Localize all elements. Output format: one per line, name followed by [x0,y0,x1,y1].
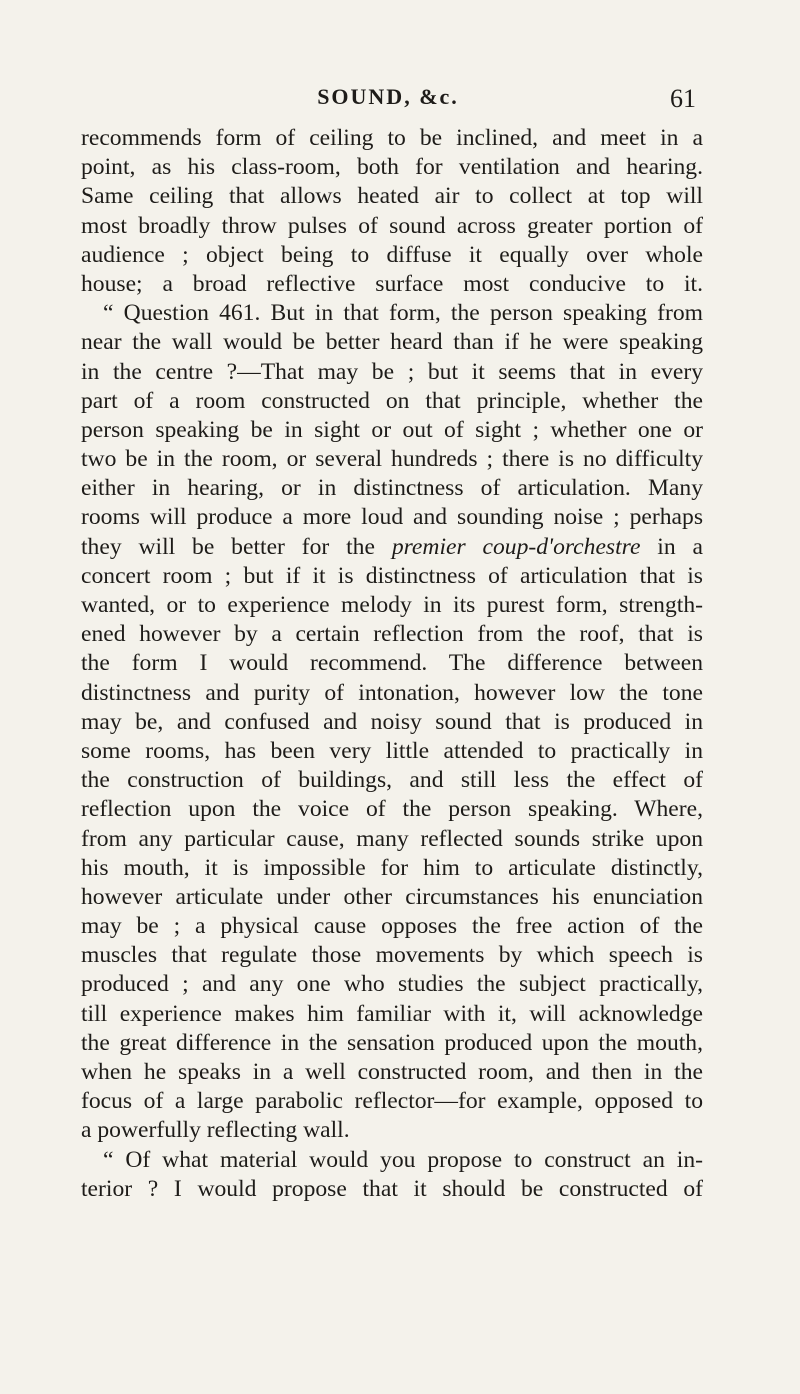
text-line: recommends form of ceiling to be inclined, and meet in a [81,125,703,151]
text-line: concert room ; but if it is distinctness of articulation that is [81,562,703,589]
text-line: wanted, or to experience melody in its purest form, strength- [81,592,703,618]
body-text [81,124,703,1204]
text-line: focus of a large parabolic reflector—for example, opposed to [81,1088,703,1115]
text-line: in the centre ?—That may be ; but it seems that in every [81,358,703,385]
text-line: produced ; and any one who studies the subject practically, [81,971,703,998]
running-head [80,84,696,118]
text-line: part of a room constructed on that principle, whether the [81,387,703,414]
text-line: may be, and confused and noisy sound that is produced in [81,708,703,735]
text-line: till experience makes him familiar with it, will acknowledge [81,1000,703,1027]
text-line: person speaking be in sight or out of sight ; whether one or [81,416,703,443]
text-line: a powerfully reflecting wall. [81,1117,350,1144]
text-line: rooms will produce a more loud and sounding noise ; perhaps [81,504,703,531]
text-line: the form I would recommend. The difference between [81,650,703,677]
text-line: most broadly throw pulses of sound across greater portion of [81,212,703,239]
text-line: when he speaks in a well constructed room, and then in the [81,1059,703,1085]
text-line: either in hearing, or in distinctness of articulation. Many [81,475,703,502]
text-line: from any particular cause, many reflected sounds strike upon [81,825,703,852]
text-line: distinctness and purity of intonation, however low the tone [81,679,703,706]
text-line: point, as his class-room, both for ventilation and hearing. [81,154,703,181]
text-segment: in a [640,533,703,560]
text-line: however articulate under other circumstances his enunciation [81,883,703,910]
text-line: ened however by a certain reflection from the roof, that is [81,621,703,648]
text-line: Same ceiling that allows heated air to collect at top will [81,183,703,210]
text-line: house; a broad reflective surface most conducive to it. [81,270,703,297]
text-line: the great difference in the sensation produced upon the mouth, [81,1029,703,1056]
text-segment: they will be better for the [81,533,392,560]
text-line: “ Question 461. But in that form, the person speaking from [103,300,703,327]
text-line: near the wall would be better heard than if he were speaking [81,329,703,356]
text-line: “ Of what material would you propose to construct an in- [103,1146,703,1173]
text-line: the construction of buildings, and still less the effect of [81,767,703,794]
text-line: terior ? I would propose that it should be constructed of [81,1175,703,1202]
page-number: 61 [670,84,696,113]
text-line [81,533,703,562]
italic-phrase: premier coup-d'orchestre [391,533,641,560]
running-title: SOUND, &c. [317,84,459,109]
text-line: his mouth, it is impossible for him to articulate distinctly, [81,854,703,881]
text-line: some rooms, has been very little attended to practically in [81,737,703,764]
text-line: may be ; a physical cause opposes the free action of the [81,913,703,940]
text-line: muscles that regulate those movements by which speech is [81,942,703,969]
text-line: reflection upon the voice of the person speaking. Where, [81,796,703,823]
text-line: two be in the room, or several hundreds ; there is no difficulty [81,446,703,473]
text-line: audience ; object being to diffuse it equally over whole [81,241,703,268]
